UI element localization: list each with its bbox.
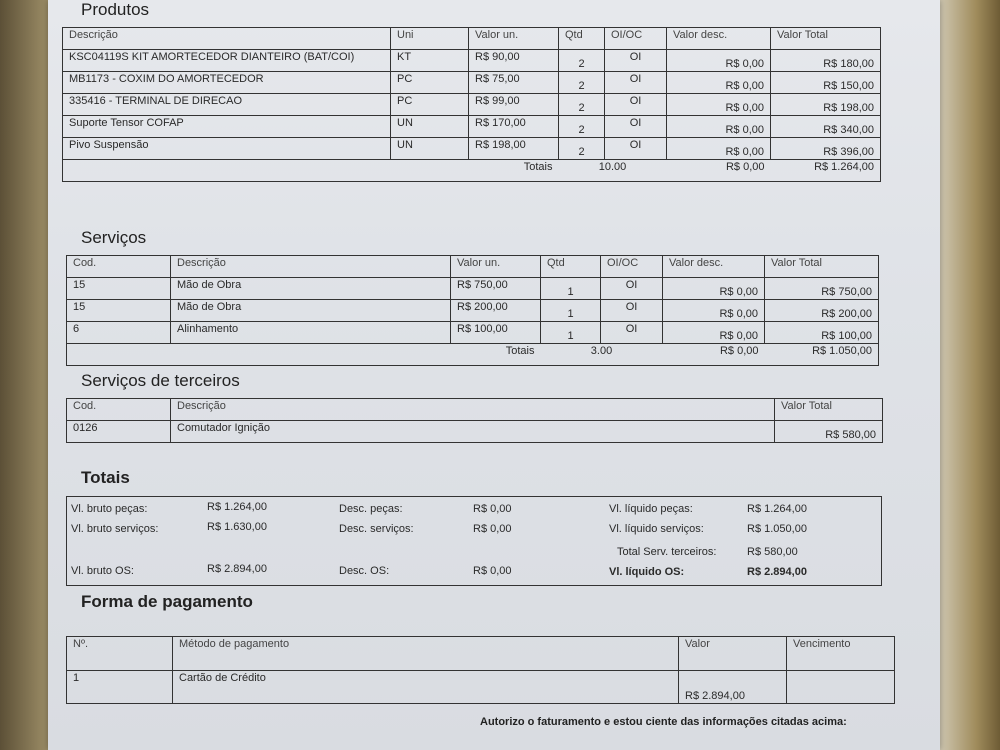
cell-cod: 15 xyxy=(67,300,171,322)
servicos-totals-row xyxy=(67,344,879,366)
totals-qtd: 10.00 xyxy=(559,160,667,182)
totals-total: R$ 1.264,00 xyxy=(771,160,881,182)
cell-qtd: 2 xyxy=(559,50,605,72)
cell-descricao: MB1173 - COXIM DO AMORTECEDOR xyxy=(63,72,391,94)
desc-os-value: R$ 0,00 xyxy=(473,565,512,577)
cell-oi-oc: OI xyxy=(601,300,663,322)
cell-oi-oc: OI xyxy=(601,322,663,344)
vl-bruto-pecas-value: R$ 1.264,00 xyxy=(207,501,267,513)
header-cell: Valor Total xyxy=(775,399,883,421)
table-row xyxy=(67,300,879,322)
table-row xyxy=(67,421,883,443)
totals-desc: R$ 0,00 xyxy=(667,160,771,182)
cell-qtd: 2 xyxy=(559,138,605,160)
cell-valor-total: R$ 340,00 xyxy=(771,116,881,138)
background-left xyxy=(0,0,48,750)
header-cell: Descrição xyxy=(171,399,775,421)
servicos-table xyxy=(66,255,879,366)
cell-oi-oc: OI xyxy=(605,138,667,160)
cell-valor-un: R$ 90,00 xyxy=(469,50,559,72)
cell-valor-total: R$ 150,00 xyxy=(771,72,881,94)
header-cell: Descrição xyxy=(171,256,451,278)
header-cell: Qtd xyxy=(541,256,601,278)
cell-descricao: Mão de Obra xyxy=(171,300,451,322)
desc-pecas-value: R$ 0,00 xyxy=(473,503,512,515)
table-row xyxy=(63,50,881,72)
cell-valor-total: R$ 580,00 xyxy=(775,421,883,443)
header-cell: Valor un. xyxy=(469,28,559,50)
cell-qtd: 1 xyxy=(541,300,601,322)
cell-qtd: 1 xyxy=(541,278,601,300)
header-cell: OI/OC xyxy=(601,256,663,278)
liq-pecas-label: Vl. líquido peças: xyxy=(609,503,693,515)
totals-qtd: 3.00 xyxy=(541,344,663,366)
liq-os-label: Vl. líquido OS: xyxy=(609,566,685,578)
liq-os-value: R$ 2.894,00 xyxy=(747,566,807,578)
desc-os-label: Desc. OS: xyxy=(339,565,390,577)
table-row xyxy=(67,671,895,704)
header-cell: Valor Total xyxy=(765,256,879,278)
vl-bruto-pecas-label: Vl. bruto peças: xyxy=(71,503,148,515)
cell-numero: 1 xyxy=(67,671,173,704)
cell-uni: UN xyxy=(391,138,469,160)
pagamento-table xyxy=(66,636,895,704)
cell-valor-total: R$ 396,00 xyxy=(771,138,881,160)
header-cell: Cod. xyxy=(67,399,171,421)
desc-servicos-label: Desc. serviços: xyxy=(339,523,414,535)
header-cell: Valor desc. xyxy=(663,256,765,278)
cell-oi-oc: OI xyxy=(605,94,667,116)
terceiros-table xyxy=(66,398,883,443)
pagamento-header-row xyxy=(67,637,895,671)
produtos-totals-row xyxy=(63,160,881,182)
cell-valor-un: R$ 99,00 xyxy=(469,94,559,116)
totals-label: Totais xyxy=(67,344,541,366)
cell-oi-oc: OI xyxy=(601,278,663,300)
totals-label: Totais xyxy=(63,160,559,182)
totais-title: Totais xyxy=(81,468,130,487)
header-cell: OI/OC xyxy=(605,28,667,50)
cell-valor-desc: R$ 0,00 xyxy=(667,94,771,116)
cell-descricao: Comutador Ignição xyxy=(171,421,775,443)
desc-servicos-value: R$ 0,00 xyxy=(473,523,512,535)
table-row xyxy=(63,94,881,116)
table-row xyxy=(63,116,881,138)
header-cell: Vencimento xyxy=(787,637,895,671)
cell-valor-un: R$ 198,00 xyxy=(469,138,559,160)
cell-oi-oc: OI xyxy=(605,50,667,72)
cell-valor-desc: R$ 0,00 xyxy=(667,138,771,160)
vl-bruto-os-value: R$ 2.894,00 xyxy=(207,563,267,575)
cell-metodo: Cartão de Crédito xyxy=(173,671,679,704)
cell-valor-desc: R$ 0,00 xyxy=(663,322,765,344)
cell-uni: KT xyxy=(391,50,469,72)
cell-cod: 0126 xyxy=(67,421,171,443)
cell-valor-desc: R$ 0,00 xyxy=(667,116,771,138)
table-row xyxy=(67,322,879,344)
cell-valor-un: R$ 200,00 xyxy=(451,300,541,322)
cell-valor: R$ 2.894,00 xyxy=(679,671,787,704)
produtos-table xyxy=(62,27,881,182)
header-cell: Valor xyxy=(679,637,787,671)
vl-bruto-servicos-label: Vl. bruto serviços: xyxy=(71,523,159,535)
cell-valor-total: R$ 180,00 xyxy=(771,50,881,72)
cell-descricao: Pivo Suspensão xyxy=(63,138,391,160)
cell-qtd: 1 xyxy=(541,322,601,344)
header-cell: Valor desc. xyxy=(667,28,771,50)
desc-pecas-label: Desc. peças: xyxy=(339,503,403,515)
table-row xyxy=(67,278,879,300)
liq-pecas-value: R$ 1.264,00 xyxy=(747,503,807,515)
header-cell: Valor Total xyxy=(771,28,881,50)
cell-oi-oc: OI xyxy=(605,72,667,94)
cell-valor-un: R$ 750,00 xyxy=(451,278,541,300)
liq-servicos-value: R$ 1.050,00 xyxy=(747,523,807,535)
cell-uni: PC xyxy=(391,72,469,94)
terceiros-title: Serviços de terceiros xyxy=(81,371,240,390)
table-row xyxy=(63,72,881,94)
servicos-header-row xyxy=(67,256,879,278)
invoice-paper xyxy=(48,0,940,750)
cell-valor-desc: R$ 0,00 xyxy=(667,72,771,94)
vl-bruto-servicos-value: R$ 1.630,00 xyxy=(207,521,267,533)
footer-authorization: Autorizo o faturamento e estou ciente das informações citadas acima: xyxy=(480,716,847,728)
vl-bruto-os-label: Vl. bruto OS: xyxy=(71,565,134,577)
cell-descricao: Mão de Obra xyxy=(171,278,451,300)
cell-qtd: 2 xyxy=(559,94,605,116)
produtos-title: Produtos xyxy=(81,0,150,19)
cell-descricao: KSC04119S KIT AMORTECEDOR DIANTEIRO (BAT/COI) xyxy=(63,50,391,72)
liq-servicos-label: Vl. líquido serviços: xyxy=(609,523,704,535)
cell-qtd: 2 xyxy=(559,116,605,138)
cell-qtd: 2 xyxy=(559,72,605,94)
produtos-header-row xyxy=(63,28,881,50)
cell-uni: UN xyxy=(391,116,469,138)
cell-valor-total: R$ 100,00 xyxy=(765,322,879,344)
cell-descricao: Suporte Tensor COFAP xyxy=(63,116,391,138)
cell-cod: 6 xyxy=(67,322,171,344)
header-cell: Cod. xyxy=(67,256,171,278)
header-cell: Qtd xyxy=(559,28,605,50)
terceiros-header-row xyxy=(67,399,883,421)
cell-vencimento xyxy=(787,671,895,704)
cell-valor-desc: R$ 0,00 xyxy=(663,300,765,322)
cell-valor-total: R$ 750,00 xyxy=(765,278,879,300)
header-cell: Valor un. xyxy=(451,256,541,278)
table-row xyxy=(63,138,881,160)
cell-valor-desc: R$ 0,00 xyxy=(667,50,771,72)
cell-valor-un: R$ 170,00 xyxy=(469,116,559,138)
servicos-title: Serviços xyxy=(81,228,147,247)
cell-valor-total: R$ 200,00 xyxy=(765,300,879,322)
background-right xyxy=(940,0,1000,750)
totals-total: R$ 1.050,00 xyxy=(765,344,879,366)
total-terceiros-value: R$ 580,00 xyxy=(747,546,798,558)
header-cell: Método de pagamento xyxy=(173,637,679,671)
pagamento-title: Forma de pagamento xyxy=(81,592,253,611)
cell-descricao: Alinhamento xyxy=(171,322,451,344)
totais-box xyxy=(66,496,882,586)
cell-oi-oc: OI xyxy=(605,116,667,138)
header-cell: Uni xyxy=(391,28,469,50)
cell-valor-total: R$ 198,00 xyxy=(771,94,881,116)
header-cell: Descrição xyxy=(63,28,391,50)
cell-cod: 15 xyxy=(67,278,171,300)
cell-valor-un: R$ 75,00 xyxy=(469,72,559,94)
cell-uni: PC xyxy=(391,94,469,116)
total-terceiros-label: Total Serv. terceiros: xyxy=(617,546,717,558)
totals-desc: R$ 0,00 xyxy=(663,344,765,366)
cell-valor-un: R$ 100,00 xyxy=(451,322,541,344)
cell-descricao: 335416 - TERMINAL DE DIRECAO xyxy=(63,94,391,116)
cell-valor-desc: R$ 0,00 xyxy=(663,278,765,300)
header-cell: Nº. xyxy=(67,637,173,671)
